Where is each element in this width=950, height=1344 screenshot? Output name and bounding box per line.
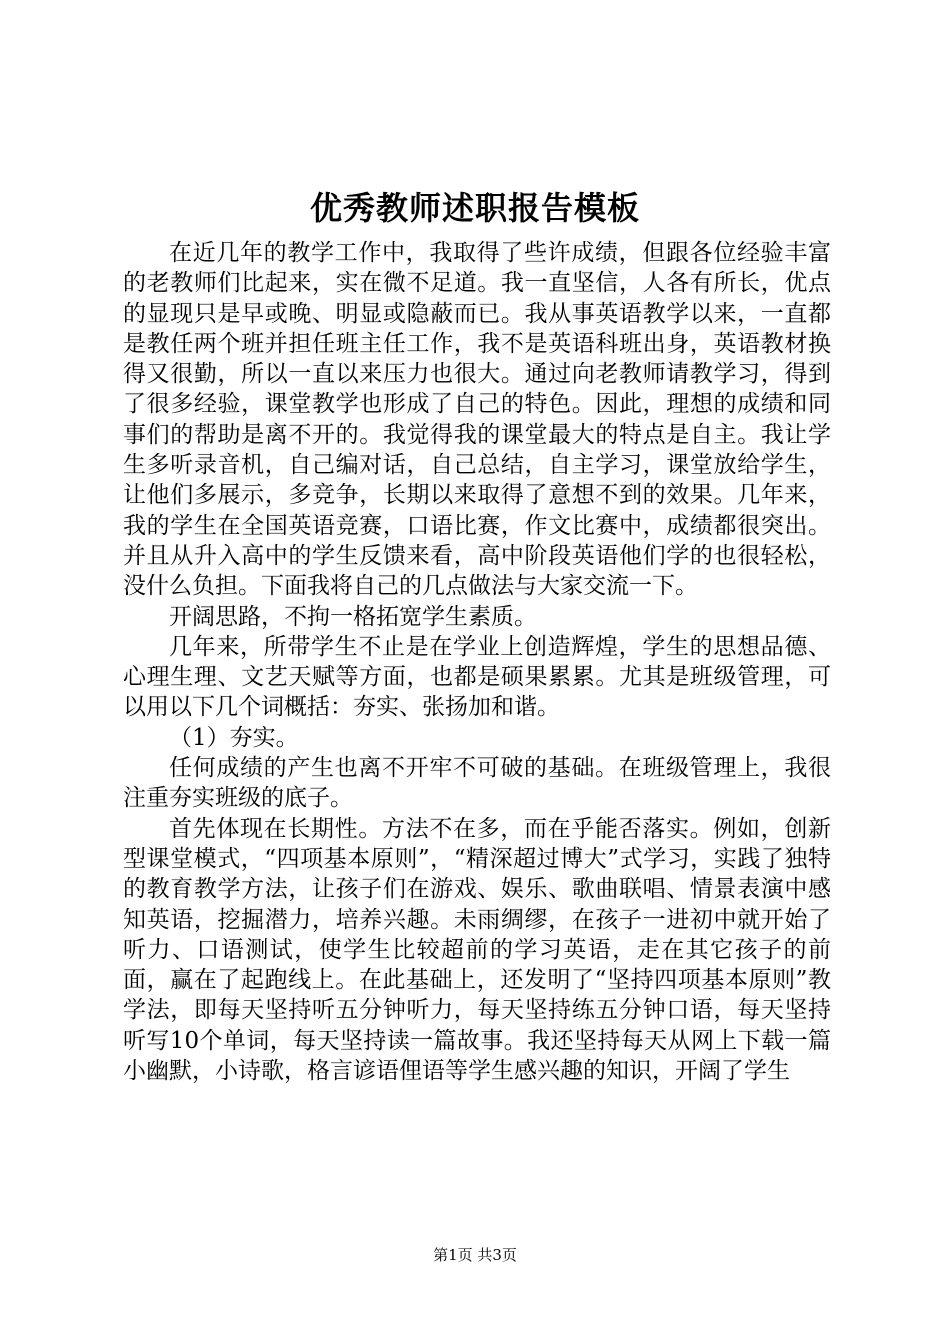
paragraph-class-management: 几年来，所带学生不止是在学业上创造辉煌，学生的思想品德、心理生理、文艺天赋等方面，也都是硕果累累。尤其是班级管理，可以用以下几个词概括：夯实、张扬加和谐。 (123, 633, 831, 721)
paragraph-subheading-1: （1）夯实。 (169, 724, 299, 751)
paragraph-foundation: 任何成绩的产生也离不开牢不可破的基础。在班级管理上，我很注重夯实班级的底子。 (123, 755, 831, 812)
document-body (123, 238, 831, 1086)
paragraph-long-term: 首先体现在长期性。方法不在多，而在乎能否落实。例如，创新型课堂模式，“四项基本原则”，“精深超过博大”式学习，实践了独特的教育教学方法，让孩子们在游戏、娱乐、歌曲联唱、情景表演中感知英语，挖掘潜力，培养兴趣。未雨绸缪，在孩子一进初中就开始了听力、口语测试，使学生比较超前的学习英语，走在其它孩子的前面，赢在了起跑线上。在此基础上，还发明了“坚持四项基本原则”教学法，即每天坚持听五分钟听力，每天坚持练五分钟口语，每天坚持听写10个单词，每天坚持读一篇故事。我还坚持每天从网上下载一篇小幽默，小诗歌，格言谚语俚语等学生感兴趣的知识，开阔了学生 (123, 815, 831, 1085)
page-footer: 第1页 共3页 (433, 1246, 517, 1264)
document-title: 优秀教师述职报告模板 (309, 189, 640, 227)
paragraph-intro: 在近几年的教学工作中，我取得了些许成绩，但跟各位经验丰富的老教师们比起来，实在微不足道。我一直坚信，人各有所长，优点的显现只是早或晚、明显或隐蔽而已。我从事英语教学以来，一直都是教任两个班并担任班主任工作，我不是英语科班出身，英语教材换得又很勤，所以一直以来压力也很大。通过向老教师请教学习，得到了很多经验，课堂教学也形成了自己的特色。因此，理想的成绩和同事们的帮助是离不开的。我觉得我的课堂最大的特点是自主。我让学生多听录音机，自己编对话，自己总结，自主学习，课堂放给学生，让他们多展示，多竞争，长期以来取得了意想不到的效果。几年来，我的学生在全国英语竞赛，口语比赛，作文比赛中，成绩都很突出。并且从升入高中的学生反馈来看，高中阶段英语他们学的也很轻松，没什么负担。下面我将自己的几点做法与大家交流一下。 (123, 240, 831, 600)
paragraph-heading-1: 开阔思路，不拘一格拓宽学生素质。 (169, 603, 537, 630)
